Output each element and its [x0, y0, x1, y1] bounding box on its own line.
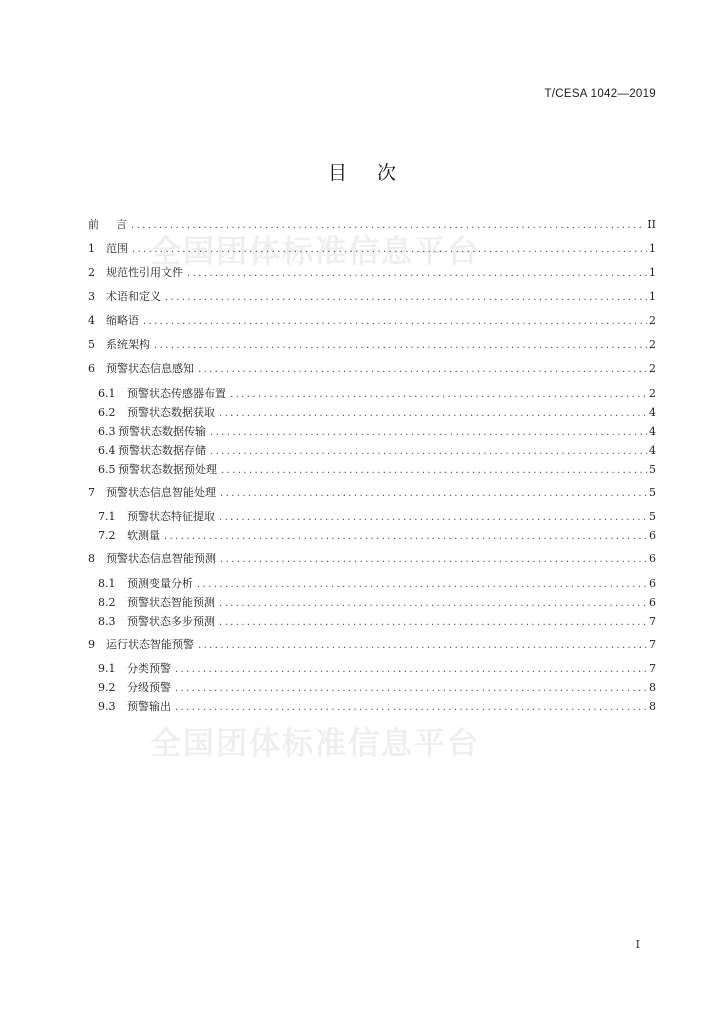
toc-entry-page: II [647, 218, 656, 231]
toc-entry-label: 规范性引用文件 [106, 266, 183, 279]
toc-entry-8[interactable] [88, 550, 656, 568]
toc-leader-dots [198, 361, 647, 379]
toc-leader-dots [198, 637, 647, 655]
toc-leader-dots [210, 443, 647, 461]
toc-entry-label: 运行状态智能预警 [106, 638, 194, 651]
toc-entry-label: 预测变量分析 [127, 577, 193, 590]
toc-leader-dots [230, 386, 647, 404]
toc-entry-foreword[interactable] [88, 216, 656, 234]
toc-entry-page: 8 [649, 700, 656, 713]
toc-entry-label: 预警输出 [127, 700, 171, 713]
toc-entry-3[interactable] [88, 288, 656, 306]
toc-entry-page: 6 [649, 596, 656, 609]
toc-entry-6-5[interactable] [98, 461, 656, 479]
toc-leader-dots [131, 217, 645, 235]
document-number: T/CESA 1042—2019 [544, 88, 656, 100]
toc-entry-label: 范围 [106, 242, 128, 255]
toc-leader-dots [175, 699, 647, 717]
toc-leader-dots [187, 265, 647, 283]
toc-leader-dots [197, 576, 647, 594]
toc-entry-number: 前 [88, 218, 99, 231]
toc-entry-label: 预警状态多步预测 [127, 615, 215, 628]
toc-entry-label: 缩略语 [106, 314, 139, 327]
toc-entry-4[interactable] [88, 312, 656, 330]
toc-entry-number: 6.4 [98, 444, 116, 457]
toc-entry-9-3[interactable] [98, 698, 656, 716]
toc-entry-page: 6 [649, 529, 656, 542]
toc-entry-page: 2 [649, 314, 656, 327]
toc-entry-label: 预警状态数据传输 [118, 425, 206, 438]
toc-entry-number: 9.2 [98, 681, 116, 694]
toc-leader-dots [154, 337, 647, 355]
toc-entry-number: 9 [88, 638, 95, 651]
toc-title: 目次 [327, 162, 426, 184]
toc-entry-label: 预警状态传感器布置 [127, 387, 226, 400]
toc-entry-label: 预警状态特征提取 [127, 510, 215, 523]
toc-entry-page: 1 [649, 242, 656, 255]
toc-entry-number: 3 [88, 290, 95, 303]
toc-entry-page: 4 [649, 425, 656, 438]
toc-entry-label: 预警状态信息感知 [106, 362, 194, 375]
toc-entry-number: 7 [88, 486, 95, 499]
toc-entry-number: 9.3 [98, 700, 116, 713]
toc-entry-page: 5 [649, 463, 656, 476]
toc-leader-dots [164, 528, 647, 546]
toc-entry-6[interactable] [88, 360, 656, 378]
toc-leader-dots [220, 551, 647, 569]
toc-entry-number: 1 [88, 242, 95, 255]
toc-entry-number: 8 [88, 552, 95, 565]
toc-entry-9[interactable] [88, 636, 656, 654]
toc-entry-6-1[interactable] [98, 385, 656, 403]
toc-entry-6-4[interactable] [98, 442, 656, 460]
toc-entry-page: 7 [649, 615, 656, 628]
toc-entry-number: 6.3 [98, 425, 116, 438]
toc-entry-page: 5 [649, 486, 656, 499]
toc-entry-page: 2 [649, 338, 656, 351]
toc-entry-9-1[interactable] [98, 660, 656, 678]
toc-entry-page: 4 [649, 444, 656, 457]
toc-entry-page: 7 [649, 662, 656, 675]
toc-entry-8-1[interactable] [98, 575, 656, 593]
toc-leader-dots [221, 462, 647, 480]
toc-entry-number: 7.2 [98, 529, 116, 542]
toc-entry-label: 系统架构 [106, 338, 150, 351]
toc-entry-page: 1 [649, 266, 656, 279]
toc-entry-label: 预警状态数据存储 [118, 444, 206, 457]
toc-entry-label: 预警状态信息智能处理 [106, 486, 216, 499]
toc-leader-dots [219, 405, 647, 423]
toc-leader-dots [210, 424, 647, 442]
toc-entry-8-2[interactable] [98, 594, 656, 612]
toc-entry-label: 预警状态数据获取 [127, 406, 215, 419]
toc-leader-dots [132, 241, 647, 259]
toc-entry-label: 预警状态智能预测 [127, 596, 215, 609]
toc-entry-number: 6.5 [98, 463, 116, 476]
toc-leader-dots [175, 680, 647, 698]
toc-entry-page: 1 [649, 290, 656, 303]
toc-entry-label: 言 [116, 218, 127, 231]
watermark-text: 全国团体标准信息平台 [150, 726, 480, 762]
toc-entry-number: 2 [88, 266, 95, 279]
toc-entry-page: 4 [649, 406, 656, 419]
toc-entry-page: 2 [649, 362, 656, 375]
toc-entry-label: 分级预警 [127, 681, 171, 694]
toc-leader-dots [165, 289, 647, 307]
toc-entry-number: 5 [88, 338, 95, 351]
toc-entry-number: 4 [88, 314, 95, 327]
toc-entry-8-3[interactable] [98, 613, 656, 631]
toc-entry-number: 6.1 [98, 387, 116, 400]
toc-leader-dots [143, 313, 647, 331]
toc-leader-dots [219, 595, 647, 613]
toc-entry-label: 分类预警 [127, 662, 171, 675]
toc-entry-label: 术语和定义 [106, 290, 161, 303]
toc-leader-dots [220, 485, 647, 503]
toc-entry-7-2[interactable] [98, 527, 656, 545]
watermark-text: 全国团体标准信息平台 [150, 234, 480, 270]
toc-entry-number: 8.3 [98, 615, 116, 628]
toc-entry-6-3[interactable] [98, 423, 656, 441]
toc-leader-dots [219, 509, 647, 527]
toc-entry-9-2[interactable] [98, 679, 656, 697]
toc-entry-2[interactable] [88, 264, 656, 282]
toc-entry-page: 2 [649, 387, 656, 400]
toc-entry-label: 预警状态数据预处理 [118, 463, 217, 476]
toc-entry-7-1[interactable] [98, 508, 656, 526]
toc-entry-page: 8 [649, 681, 656, 694]
toc-entry-number: 8.1 [98, 577, 116, 590]
toc-entry-page: 5 [649, 510, 656, 523]
page-number: I [635, 938, 640, 951]
toc-entry-number: 6.2 [98, 406, 116, 419]
toc-entry-label: 软测量 [127, 529, 160, 542]
toc-leader-dots [219, 614, 647, 632]
toc-entry-page: 6 [649, 552, 656, 565]
toc-entry-label: 预警状态信息智能预测 [106, 552, 216, 565]
toc-leader-dots [175, 661, 647, 679]
toc-entry-number: 6 [88, 362, 95, 375]
toc-entry-7[interactable] [88, 484, 656, 502]
toc-entry-number: 9.1 [98, 662, 116, 675]
toc-entry-1[interactable] [88, 240, 656, 258]
toc-entry-page: 6 [649, 577, 656, 590]
toc-entry-number: 7.1 [98, 510, 116, 523]
toc-entry-page: 7 [649, 638, 656, 651]
toc-entry-6-2[interactable] [98, 404, 656, 422]
toc-entry-5[interactable] [88, 336, 656, 354]
toc-entry-number: 8.2 [98, 596, 116, 609]
